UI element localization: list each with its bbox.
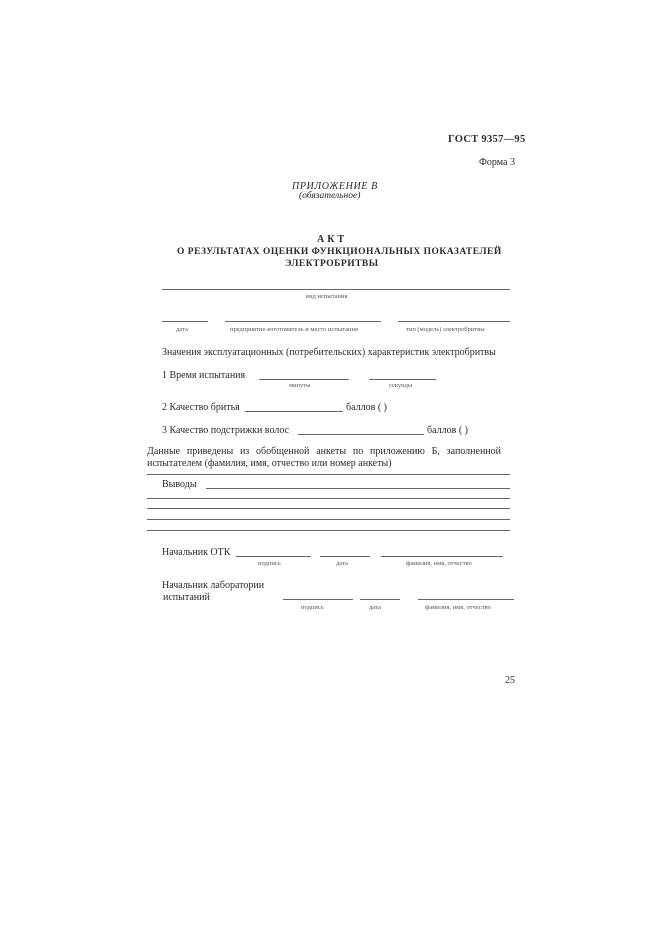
conclusions-line-4[interactable] (147, 519, 510, 520)
seconds-caption: секунды (389, 382, 413, 389)
model-field[interactable] (398, 321, 510, 322)
conclusions-label: Выводы (162, 479, 197, 490)
lab-name-field[interactable] (418, 599, 514, 600)
manufacturer-caption: предприятие-изготовитель и место испытания (230, 326, 358, 333)
form-label: Форма 3 (479, 157, 515, 168)
act-subtitle-line1: О РЕЗУЛЬТАТАХ ОЦЕНКИ ФУНКЦИОНАЛЬНЫХ ПОКАЗАТЕЛЕЙ (177, 247, 502, 257)
conclusions-line-5[interactable] (147, 530, 510, 531)
page-number: 25 (505, 675, 515, 686)
lab-signature-field[interactable] (283, 599, 353, 600)
test-type-field[interactable] (162, 289, 510, 290)
minutes-caption: минуты (289, 382, 311, 389)
date-field[interactable] (162, 321, 208, 322)
lab-signature-caption: подпись (301, 604, 324, 611)
shaving-quality-field[interactable] (245, 411, 343, 412)
otk-date-caption: дата (336, 560, 348, 567)
test-time-label: 1 Время испытания (162, 370, 246, 381)
act-subtitle-line2: ЭЛЕКТРОБРИТВЫ (285, 259, 379, 269)
otk-name-caption: фамилия, имя, отчество (406, 560, 472, 567)
lab-head-label-line1: Начальник лаборатории (162, 580, 265, 591)
lab-name-caption: фамилия, имя, отчество (425, 604, 491, 611)
conclusions-line-3[interactable] (147, 508, 510, 509)
conclusions-line-2[interactable] (147, 498, 510, 499)
model-caption: тип (модель) электробритвы (406, 326, 485, 333)
lab-head-label-line2: испытаний (163, 592, 210, 603)
tester-field[interactable] (147, 474, 510, 475)
otk-name-field[interactable] (381, 556, 503, 557)
conclusions-line-1[interactable] (206, 488, 510, 489)
seconds-field[interactable] (369, 379, 436, 380)
hair-trim-quality-label: 3 Качество подстрижки волос (162, 425, 290, 436)
standard-number: ГОСТ 9357—95 (448, 134, 526, 145)
characteristics-intro: Значения эксплуатационных (потребительских) характеристик электробритвы (162, 347, 496, 358)
minutes-field[interactable] (259, 379, 349, 380)
otk-signature-field[interactable] (236, 556, 311, 557)
act-title: АКТ (317, 234, 348, 245)
hair-trim-quality-points: баллов ( ) (427, 425, 468, 436)
manufacturer-field[interactable] (225, 321, 381, 322)
otk-signature-caption: подпись (258, 560, 281, 567)
appendix-title: ПРИЛОЖЕНИЕ В (292, 181, 378, 192)
lab-date-caption: дата (369, 604, 381, 611)
data-source-note: Данные приведены из обобщенной анкеты по приложению Б, заполненной испытателем (фамилия, имя, отчество или номер анкеты) (147, 446, 501, 469)
lab-date-field[interactable] (360, 599, 400, 600)
hair-trim-quality-field[interactable] (298, 434, 424, 435)
test-type-caption: вид испытания (306, 293, 348, 300)
date-caption: дата (176, 326, 188, 333)
shaving-quality-points: баллов ( ) (346, 402, 387, 413)
shaving-quality-label: 2 Качество бритья (162, 402, 240, 413)
otk-date-field[interactable] (320, 556, 370, 557)
appendix-subtitle: (обязательное) (299, 191, 361, 201)
otk-head-label: Начальник ОТК (162, 547, 231, 558)
